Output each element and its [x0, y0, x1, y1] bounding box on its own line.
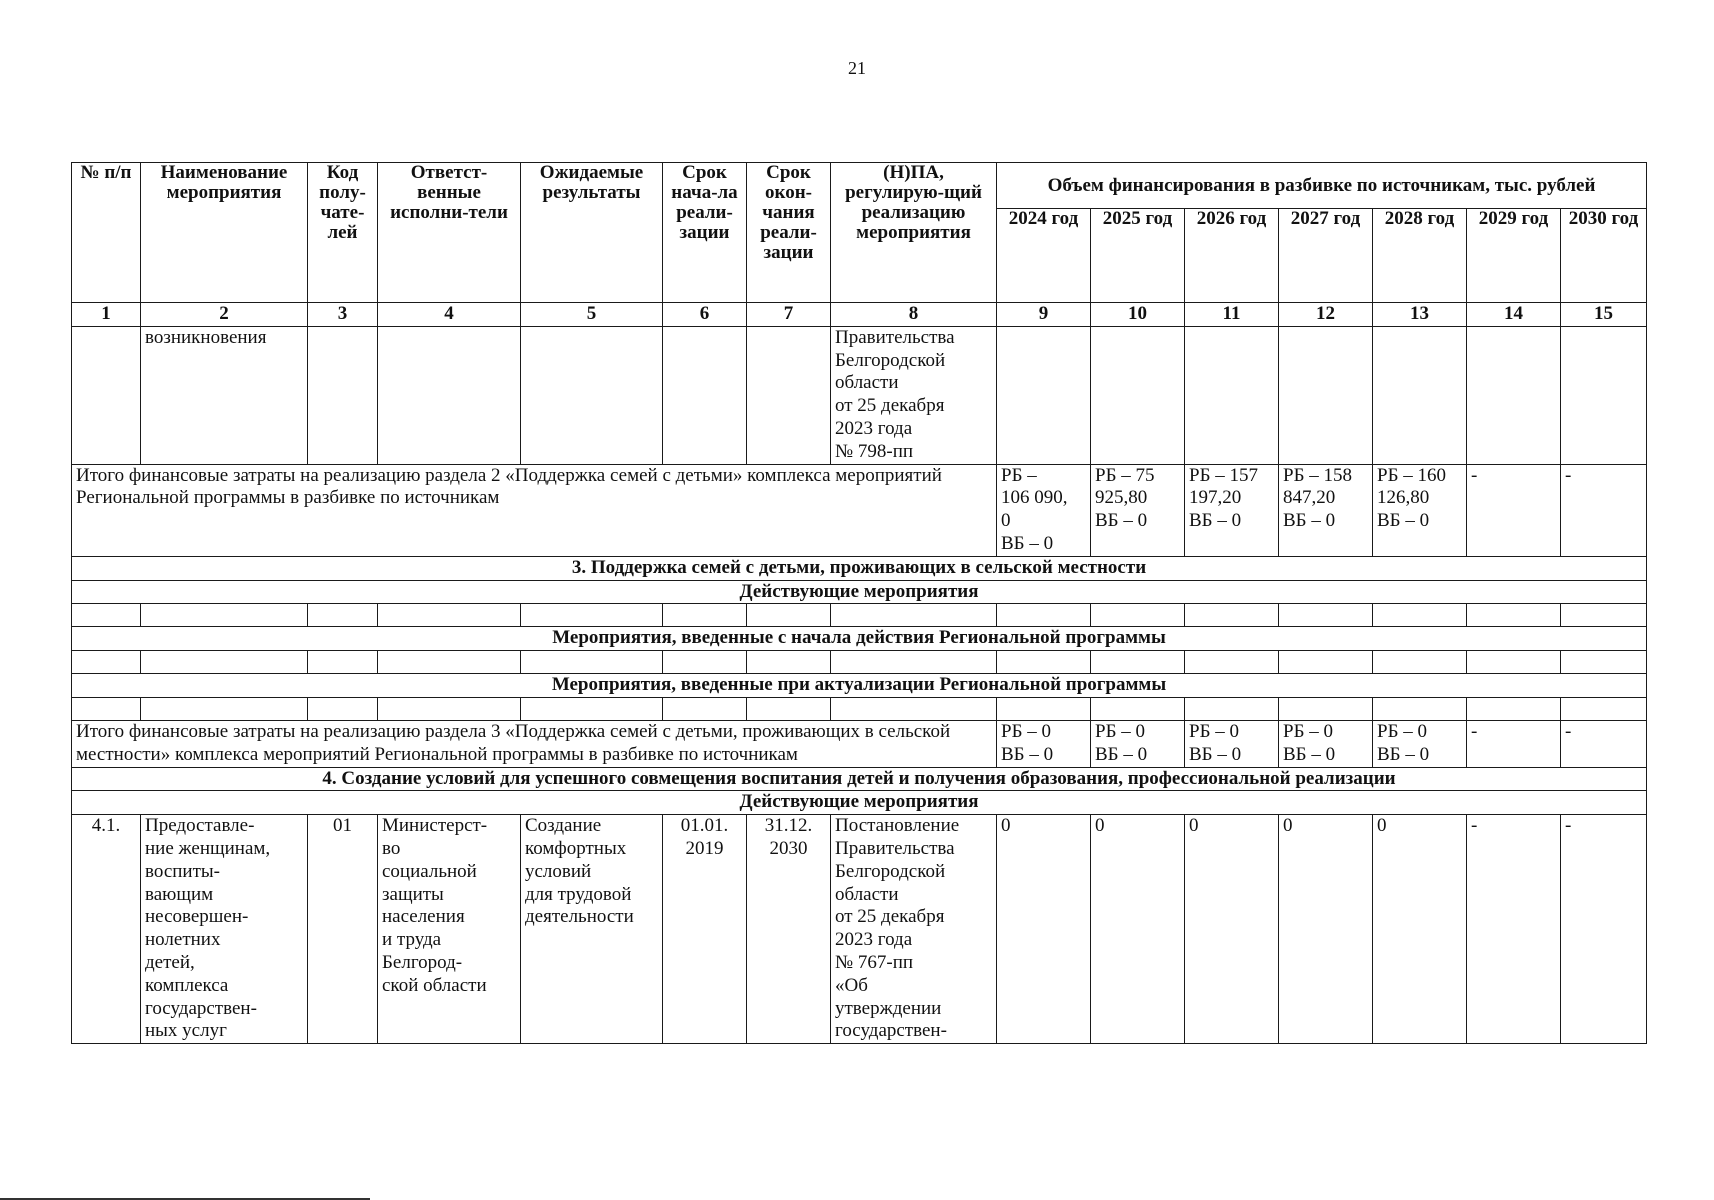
column-number: 1	[72, 303, 141, 327]
start-date: 01.01. 2019	[663, 815, 747, 1044]
year-header: 2028 год	[1373, 209, 1467, 303]
section-heading	[72, 556, 1647, 580]
funding-value: 0	[1091, 815, 1185, 1044]
responsible-executors: Министерст- во социальной защиты населения и труда Белгород- ской области	[378, 815, 521, 1044]
recipient-code: 01	[308, 815, 378, 1044]
col-responsible-header: Ответст-венные исполни-тели	[378, 163, 521, 303]
subsection-title: Действующие мероприятия	[72, 791, 1647, 815]
funding-value: 0	[1279, 815, 1373, 1044]
funding-value: 0	[1185, 815, 1279, 1044]
activity-name: возникновения	[141, 326, 308, 464]
section-4-title: 4. Создание условий для успешного совмещения воспитания детей и получения образования, профессиональной реализации	[72, 767, 1647, 791]
column-number: 5	[521, 303, 663, 327]
column-number: 11	[1185, 303, 1279, 327]
funding-value: -	[1467, 815, 1561, 1044]
funding-group-header: Объем финансирования в разбивке по источникам, тыс. рублей	[997, 163, 1647, 209]
col-start-header: Срок нача-ла реали-зации	[663, 163, 747, 303]
total-row-section-2	[72, 464, 1647, 556]
funding-value: РБ – 75 925,80 ВБ – 0	[1091, 464, 1185, 556]
subsection-title: Мероприятия, введенные при актуализации Региональной программы	[72, 674, 1647, 698]
column-number: 12	[1279, 303, 1373, 327]
funding-value: РБ – 157 197,20 ВБ – 0	[1185, 464, 1279, 556]
subsection-title: Действующие мероприятия	[72, 580, 1647, 604]
section-heading	[72, 767, 1647, 791]
funding-value: РБ – 106 090, 0 ВБ – 0	[997, 464, 1091, 556]
column-number: 6	[663, 303, 747, 327]
subsection-heading	[72, 791, 1647, 815]
npa-cell: Постановление Правительства Белгородской области от 25 декабря 2023 года № 767-пп «Об утверждении государствен-	[831, 815, 997, 1044]
column-number: 7	[747, 303, 831, 327]
col-results-header: Ожидаемые результаты	[521, 163, 663, 303]
col-num-header: № п/п	[72, 163, 141, 303]
funding-value: РБ – 0 ВБ – 0	[1373, 720, 1467, 767]
column-number: 8	[831, 303, 997, 327]
subsection-heading	[72, 674, 1647, 698]
column-number: 15	[1561, 303, 1647, 327]
column-number: 4	[378, 303, 521, 327]
page-number: 21	[848, 58, 866, 78]
column-number: 10	[1091, 303, 1185, 327]
table-row	[72, 326, 1647, 464]
empty-row	[72, 697, 1647, 720]
section-3-title: 3. Поддержка семей с детьми, проживающих в сельской местности	[72, 556, 1647, 580]
funding-value: -	[1467, 464, 1561, 556]
empty-row	[72, 651, 1647, 674]
col-end-header: Срок окон-чания реали-зации	[747, 163, 831, 303]
col-name-header: Наименование мероприятия	[141, 163, 308, 303]
year-header: 2029 год	[1467, 209, 1561, 303]
col-code-header: Код полу-чате-лей	[308, 163, 378, 303]
column-number: 13	[1373, 303, 1467, 327]
column-number: 3	[308, 303, 378, 327]
column-number: 2	[141, 303, 308, 327]
year-header: 2024 год	[997, 209, 1091, 303]
year-header: 2027 год	[1279, 209, 1373, 303]
header-row	[72, 163, 1647, 209]
total-label: Итого финансовые затраты на реализацию раздела 2 «Поддержка семей с детьми» комплекса мероприятий Региональной программы в разбивке по источникам	[72, 464, 997, 556]
funding-value: 0	[997, 815, 1091, 1044]
funding-value: -	[1561, 464, 1647, 556]
subsection-heading	[72, 627, 1647, 651]
funding-value: РБ – 0 ВБ – 0	[1185, 720, 1279, 767]
funding-value: РБ – 160 126,80 ВБ – 0	[1373, 464, 1467, 556]
column-numbers-row	[72, 303, 1647, 327]
empty-row	[72, 604, 1647, 627]
year-header: 2030 год	[1561, 209, 1647, 303]
financing-table	[71, 162, 1647, 1044]
year-header: 2025 год	[1091, 209, 1185, 303]
funding-value: РБ – 0 ВБ – 0	[1091, 720, 1185, 767]
column-number: 14	[1467, 303, 1561, 327]
funding-value: -	[1467, 720, 1561, 767]
funding-value: РБ – 0 ВБ – 0	[1279, 720, 1373, 767]
funding-value: РБ – 158 847,20 ВБ – 0	[1279, 464, 1373, 556]
end-date: 31.12. 2030	[747, 815, 831, 1044]
year-header: 2026 год	[1185, 209, 1279, 303]
column-number: 9	[997, 303, 1091, 327]
col-npa-header: (Н)ПА, регулирую-щий реализацию мероприятия	[831, 163, 997, 303]
row-number: 4.1.	[72, 815, 141, 1044]
table-row-4-1	[72, 815, 1647, 1044]
funding-value: 0	[1373, 815, 1467, 1044]
funding-value: -	[1561, 815, 1647, 1044]
activity-name: Предоставле- ние женщинам, воспиты- вающим несовершен- нолетних детей, комплекса государствен- ных услуг	[141, 815, 308, 1044]
funding-value: РБ – 0 ВБ – 0	[997, 720, 1091, 767]
total-row-section-3	[72, 720, 1647, 767]
expected-results: Создание комфортных условий для трудовой деятельности	[521, 815, 663, 1044]
npa-cell: Правительства Белгородской области от 25 декабря 2023 года № 798-пп	[831, 326, 997, 464]
subsection-title: Мероприятия, введенные с начала действия Региональной программы	[72, 627, 1647, 651]
subsection-heading	[72, 580, 1647, 604]
funding-value: -	[1561, 720, 1647, 767]
total-label: Итого финансовые затраты на реализацию раздела 3 «Поддержка семей с детьми, проживающих в сельской местности» комплекса мероприятий Региональной программы в разбивке по источникам	[72, 720, 997, 767]
